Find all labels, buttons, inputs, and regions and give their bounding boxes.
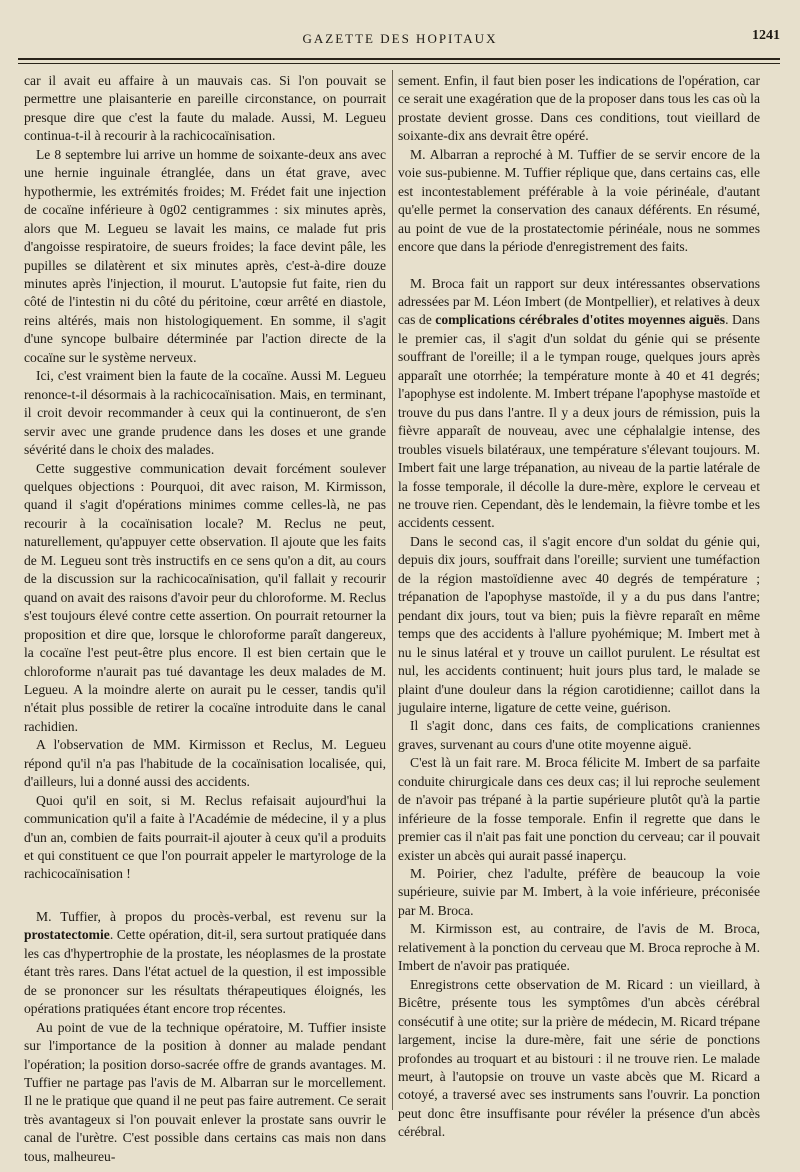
paragraph: sement. Enfin, il faut bien poser les indications de l'opération, car ce serait une exagération que de la proposer dans tous les cas où la prostate devient grosse. Dans ces conditions, tout vieillard de soixante-dix ans devrait être opéré. [398, 73, 760, 144]
paragraph: Le 8 septembre lui arrive un homme de soixante-deux ans avec une hernie inguinale étranglée, dans un état grave, avec hypothermie, les extrémités froides; M. Frédet fait une injection de cocaïne inférieure à 0g02 centigrammes : six minutes après, alors que M. Legueu se lavait les mains, ce malade fut pris d'angoisse respiratoire, de sueurs froides; la face devint pâle, les pupilles se dilatèrent et six minutes après, c'est-à-dire douze minutes après l'injection, il mourut. L'autopsie fut faite, rien du côté de l'intestin ni du côté du péritoine, cœur arrêté en diastole, reins altérés, mais non histologiquement. En somme, il s'agit d'une syncope bulbaire déterminée par l'action directe de la cocaïne sur le système nerveux. [24, 146, 386, 365]
journal-title: GAZETTE DES HOPITAUX [302, 31, 498, 46]
text-run: . Cette opération, dit-il, sera surtout pratiquée dans les cas d'hypertrophie de la prostate, les néoplasmes de la prostate étant très rares. Dans l'état actuel de la question, il est impossible de se prononcer sur les résultats thérapeutiques éloignés, les opérations pratiquées étant encore trop récentes. [24, 927, 386, 1017]
text-run: . Dans le premier cas, il s'agit d'un soldat du génie qui se présente souffrant de l'oreille; il a le tympan rouge, quelques jours après apparaît une otorrhée; la température monte à 40 et 41 degrés; l'apophyse est indolente. M. Imbert trépane l'apophyse mastoïde et trouve du pus dans l'antre. Il y a deux jours de rémission, puis la fièvre apparaît de nouveau, avec une céphalalgie intense, des troubles visuels bilatéraux, une température s'élevant toujours. M. Imbert fait une large trépanation, au niveau de la partie latérale de la fosse temporale, il décolle la dure-mère, explore le cerveau et ne trouve rien. Cependant, dès le lendemain, la fièvre tombe et les accidents cessent. [398, 312, 761, 531]
paragraph: Enregistrons cette observation de M. Ricard : un vieillard, à Bicêtre, présente tous les symptômes d'un abcès cérébral consécutif à une otite; sur la prière de médecin, M. Ricard trépane largement, incise la dure-mère, fait une série de ponctions profondes au troquart et au bistouri : il ne trouve rien. Le malade meurt, à l'autopsie on trouve un vaste abcès que M. Ricard a cotoyé, a traversé avec ses instruments sans l'ouvrir. La ponction peut donc être insuffisante pour révéler la présence d'un abcès cérébral. [398, 976, 760, 1140]
paragraph: M. Albarran a reproché à M. Tuffier de se servir encore de la voie sus-pubienne. M. Tuffier réplique que, dans certains cas, elle est incontestablement préférable à la voie périnéale, d'autant qu'elle permet la conservation des canaux déférents. En résumé, au point de vue de la prostatectomie périnéale, nous ne sommes encore que dans la période d'enregistrement des faits. [398, 146, 760, 255]
page-number: 1241 [752, 28, 780, 43]
running-header [20, 28, 780, 50]
column-divider [392, 70, 393, 1110]
bold-term: prostatectomie [24, 927, 110, 943]
paragraph: Cette suggestive communication devait forcément soulever quelques objections : Pourquoi, dit avec raison, M. Kirmisson, quand il s'agit d'opérations minimes comme celles-là, ne pas recourir à la cocaïnisation locale? M. Reclus ne peut, naturellement, qu'appuyer cette observation. Il ajoute que les faits de M. Legueu sont très instructifs en ce sens qu'on a dit, au cours de la discussion sur la rachicocaïnisation, qu'il fallait y recourir quand on avait des raisons d'avoir peur du chloroforme. M. Reclus s'est toujours élevé contre cette assertion. On pourrait retourner la proposition et dire que, lorsque le chloroforme paraît dangereux, la cocaïne l'est peut-être plus encore. Il est bien certain que le chloroforme n'aurait pas tué davantage les deux malades de M. Legueu. A la moindre alerte on aurait pu le cesser, tandis qu'il n'était plus possible de retirer la cocaïne introduite dans le canal rachidien. [24, 460, 386, 734]
paragraph: Au point de vue de la technique opératoire, M. Tuffier insiste sur l'importance de la position à donner au malade pendant l'opération; la position dorso-sacrée offre de grands avantages. M. Tuffier ne partage pas l'avis de M. Albarran sur le morcellement. Il ne le pratique que quand il ne peut pas faire autrement. Ce serait très avantageux si l'on pouvait enlever la prostate sans ouvrir le canal de l'urètre. C'est possible dans certains cas mais non dans tous, malheureu- [24, 1019, 386, 1164]
paragraph: Quoi qu'il en soit, si M. Reclus refaisait aujourd'hui la communication qu'il a faite à l'Académie de médecine, il y a plus d'un an, combien de faits pourrait-il ajouter à ceux qu'il a produits et qui constituent ce que l'on pourrait appeler le martyrologe de la rachicocaïnisation ! [24, 792, 386, 882]
header-rule [18, 58, 780, 60]
paragraph-prostatectomie [24, 908, 386, 1019]
paragraph: Il s'agit donc, dans ces faits, de complications craniennes graves, survenant au cours d'une otite moyenne aiguë. [398, 718, 760, 752]
paragraph: A l'observation de MM. Kirmisson et Reclus, M. Legueu répond qu'il n'a pas l'habitude de la cocaïnisation localisée, qui, d'ailleurs, lui a donné aussi des accidents. [24, 737, 386, 790]
paragraph: Dans le second cas, il s'agit encore d'un soldat du génie qui, depuis dix jours, souffrait dans l'oreille; survient une tuméfaction de la région mastoïdienne avec 40 degrés de température ; trépanation de l'apophyse mastoïde, il y a du pus dans l'antre; pendant dix jours, tout va bien; puis la fièvre reparaît en même temps que des accidents à l'allure pyohémique; M. Imbert met à nu le sinus latéral et y trouve un caillot purulent. Le résultat est nul, les accidents continuent; huit jours plus tard, le malade se plaint d'une douleur dans la région carotidienne; caillot dans la jugulaire interne, ligature de cette veine, guérison. [398, 533, 760, 715]
bold-term: complications cérébrales d'otites moyennes aiguës [435, 312, 726, 328]
header-rule-thin [18, 63, 780, 64]
paragraph: M. Poirier, chez l'adulte, préfère de beaucoup la voie supérieure, suivie par M. Imbert, à la voie inférieure, préconisée par M. Broca. [398, 866, 760, 918]
paragraph: Ici, c'est vraiment bien la faute de la cocaïne. Aussi M. Legueu renonce-t-il désormais à la rachicocaïnisation. Mais, en terminant, il croit devoir recommander à ceux qui la continueront, de s'en servir avec une grande prudence dans les doses et une grande sévérité dans le choix des malades. [24, 368, 386, 458]
paragraph: C'est là un fait rare. M. Broca félicite M. Imbert de sa parfaite conduite chirurgicale dans ces deux cas; il lui reproche seulement de n'avoir pas trépané à la partie supérieure plutôt qu'à la partie inférieure de la fosse temporale. Enfin il regrette que dans le premier cas il n'ait pas fait une ponction du cerveau; car il pouvait exister un abcès qui aurait passé inaperçu. [398, 755, 760, 863]
paragraph: car il avait eu affaire à un mauvais cas. Si l'on pouvait se permettre une plaisanterie en pareille circonstance, on pourrait presque dire que c'est la faute du malade. Aussi, M. Legueu continua-t-il à recourir à la rachicocaïnisation. [24, 73, 386, 144]
left-column [24, 72, 386, 1166]
text-run: M. Tuffier, à propos du procès-verbal, est revenu sur la [36, 908, 386, 924]
right-column [398, 72, 760, 1142]
paragraph: M. Kirmisson est, au contraire, de l'avis de M. Broca, relativement à la ponction du cerveau que M. Broca reproche à M. Imbert de n'avoir pas pratiquée. [398, 921, 760, 974]
paragraph-broca [398, 275, 760, 533]
text-run: M. Broca fait un rapport sur deux intéressantes observations adressées par M. Léon Imbert (de Montpellier), et relatives à deux cas de [398, 275, 760, 328]
